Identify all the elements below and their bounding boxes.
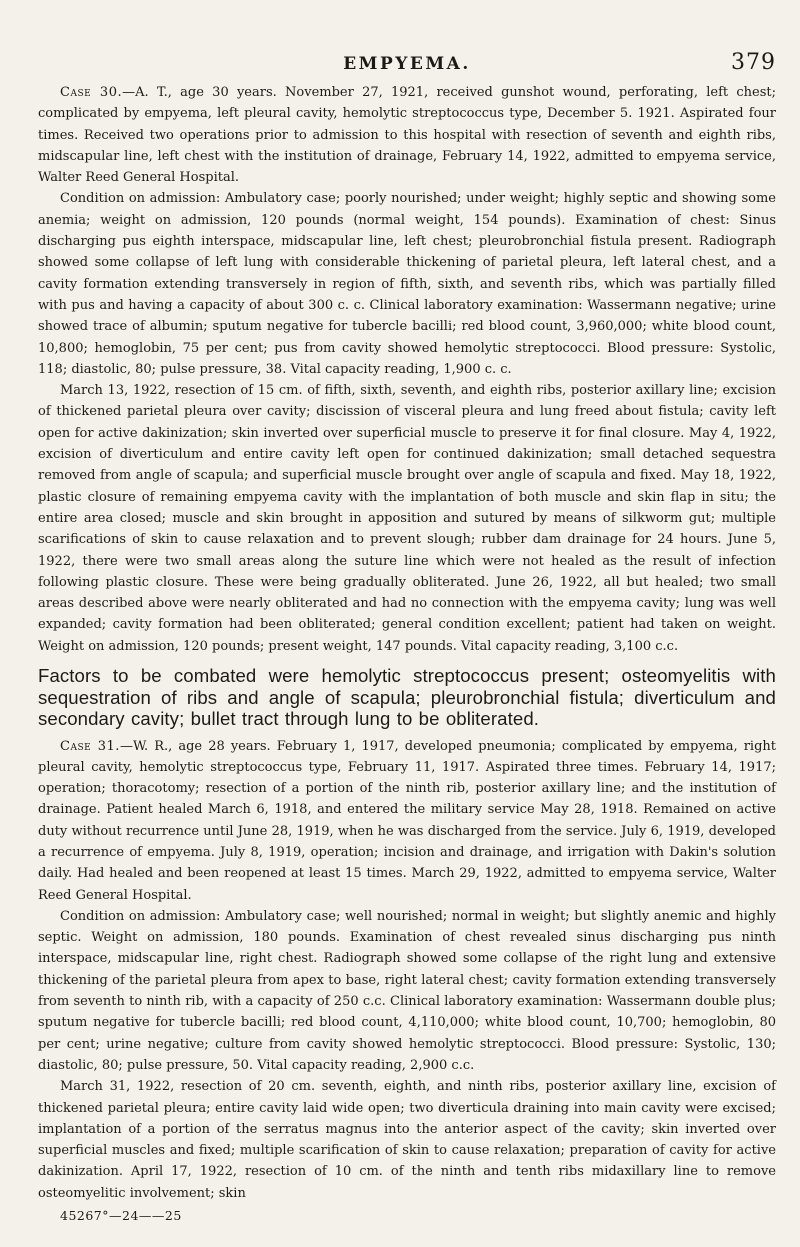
running-header — [38, 34, 776, 75]
page-number: 379 — [731, 50, 776, 75]
case-31-condition-paragraph: Condition on admission: Ambulatory case; well nourished; normal in weight; but slightly anemic and highly septic. Weight on admission, 180 pounds. Examination of chest revealed sinus discharging pus ninth interspace, midscapular line, right chest. Radiograph showed some collapse of the right lung and extensive thickening of the parietal pleura from apex to base, right lateral chest; cavity formation extending transversely from seventh to ninth rib, with a capacity of 250 c.c. Clinical laboratory examination: Wassermann double plus; sputum negative for tubercle bacilli; red blood count, 4,110,000; white blood count, 10,700; hemoglobin, 80 per cent; urine negative; culture from cavity showed hemolytic streptococci. Blood pressure: Systolic, 130; diastolic, 80; pulse pressure, 50. Vital capacity reading, 2,900 c.c. — [38, 908, 776, 1073]
running-title: EMPYEMA. — [343, 54, 471, 74]
case-30-intro-text: —A. T., age 30 years. November 27, 1921, received gunshot wound, perforating, left chest; complicated by empyema, left pleural cavity, hemolytic streptococcus type, December 5. 1921. Aspirated four times. Received two operations prior to admission to this hospital with resection of seventh and eighth ribs, midscapular line, left chest with the institution of drainage, February 14, 1922, admitted to empyema service, Walter Reed General Hospital. — [38, 85, 776, 186]
case-31-intro-text: —W. R., age 28 years. February 1, 1917, developed pneumonia; complicated by empyema, right pleural cavity, hemolytic streptococcus type, February 11, 1917. Aspirated three times. February 14, 1917; operation; thoracotomy; resection of a portion of the ninth rib, posterior axillary line; and the institution of drainage. Patient healed March 6, 1918, and entered the military service May 28, 1918. Remained on active duty without recurrence until June 28, 1919, when he was discharged from the service. July 6, 1919, developed a recurrence of empyema. July 8, 1919, operation; incision and drainage, and irrigation with Dakin's solution daily. Had healed and been reopened at least 15 times. March 29, 1922, admitted to empyema service, Walter Reed General Hospital. — [38, 738, 776, 903]
case-30-condition-paragraph: Condition on admission: Ambulatory case; poorly nourished; under weight; highly septic and showing some anemia; weight on admission, 120 pounds (normal weight, 154 pounds). Examination of chest: Sinus discharging pus eighth interspace, midscapular line, left chest; pleurobronchial fistula present. Radiograph showed some collapse of left lung with considerable thickening of parietal pleura, left lateral chest, and a cavity formation extending transversely in region of fifth, sixth, and seventh ribs, which was partially filled with pus and having a capacity of about 300 c. c. Clinical laboratory examination: Wassermann negative; urine showed trace of albumin; sputum negative for tubercle bacilli; red blood count, 3,960,000; white blood count, 10,800; hemoglobin, 75 per cent; pus from cavity showed hemolytic streptococci. Blood pressure: Systolic, 118; diastolic, 80; pulse pressure, 38. Vital capacity reading, 1,900 c. c. — [38, 191, 776, 377]
case-31-label: Case 31. — [60, 738, 120, 754]
factors-heading: Factors to be combated were hemolytic streptococcus present; osteomyelitis with sequestration of ribs and angle of scapula; pleurobronchial fistula; diverticulum and secondary cavity; bullet tract through lung to be obliterated. — [38, 665, 776, 730]
case-30-intro-paragraph — [38, 82, 776, 188]
body-text — [38, 82, 776, 1223]
printer-signature: 45267°—24——25 — [60, 1208, 182, 1224]
case-31-operation-paragraph: March 31, 1922, resection of 20 cm. seventh, eighth, and ninth ribs, posterior axillary line, excision of thickened parietal pleura; entire cavity laid wide open; two diverticula draining into main cavity were excised; implantation of a portion of the serratus magnus into the anterior aspect of the cavity; skin inverted over superficial muscles and fixed; multiple scarification of skin to cause relaxation; preparation of cavity for active dakinization. April 17, 1922, resection of 10 cm. of the ninth and tenth ribs midaxillary line to remove osteomyelitic involvement; skin — [38, 1079, 776, 1201]
case-30-label: Case 30. — [60, 85, 123, 100]
case-30-operation-paragraph: March 13, 1922, resection of 15 cm. of fifth, sixth, seventh, and eighth ribs, posterior axillary line; excision of thickened parietal pleura over cavity; discission of visceral pleura and lung freed about fistula; cavity left open for active dakinization; skin inverted over superficial muscle to preserve it for final closure. May 4, 1922, excision of diverticulum and entire cavity left open for continued dakinization; small detached sequestra removed from angle of scapula; and superficial muscle brought over angle of scapula and fixed. May 18, 1922, plastic closure of remaining empyema cavity with the implantation of both muscle and skin flap in situ; the entire area closed; muscle and skin brought in apposition and sutured by means of silkworm gut; multiple scarifications of skin to cause relaxation and to prevent slough; rubber dam drainage for 24 hours. June 5, 1922, there were two small areas along the suture line which were not healed as the result of infection following plastic closure. These were being gradually obliterated. June 26, 1922, all but healed; two small areas described above were nearly obliterated and had no connection with the empyema cavity; lung was well expanded; cavity formation had been obliterated; general condition excellent; patient had taken on weight. Weight on admission, 120 pounds; present weight, 147 pounds. Vital capacity reading, 3,100 c.c. — [38, 383, 776, 654]
case-31-intro-paragraph — [38, 736, 776, 906]
